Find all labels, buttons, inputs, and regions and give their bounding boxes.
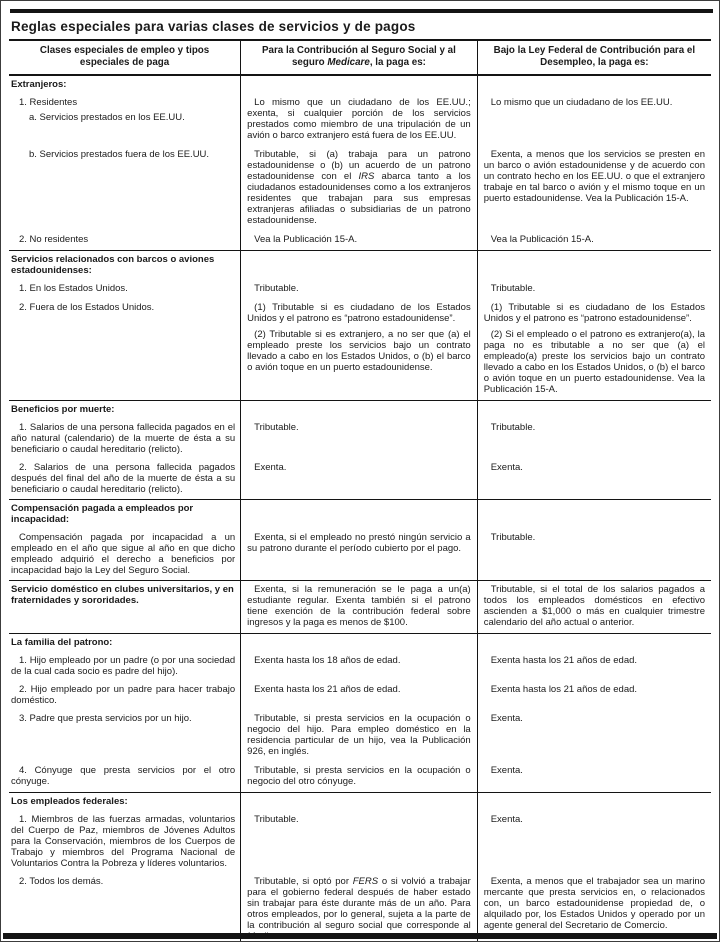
- cell-employment-class: [9, 419, 241, 459]
- cell-ss-medicare-pay: [241, 500, 478, 530]
- table-header: [9, 41, 711, 75]
- cell-employment-class: [9, 529, 241, 581]
- row-label: 3. Padre que presta servicios por un hijo.: [19, 713, 192, 724]
- cell-futa-pay: [477, 710, 711, 762]
- cell-paragraph: (2) Tributable si es extranjero, a no ser que (a) el empleado preste los servicios bajo un contrato llevado a cabo en los Estados Unidos, o (b) el barco o avión toque en un puerto estadounidense.: [247, 329, 471, 373]
- header-row: [9, 41, 711, 75]
- table-row: [9, 94, 711, 146]
- cell-employment-class: [9, 231, 241, 251]
- cell-futa-pay: [477, 634, 711, 653]
- cell-employment-class: [9, 299, 241, 401]
- cell-ss-medicare-pay: [241, 873, 478, 942]
- cell-paragraph: Tributable.: [490, 283, 536, 294]
- table-row: [9, 811, 711, 873]
- cell-futa-pay: [477, 500, 711, 530]
- cell-paragraph: Tributable.: [490, 532, 536, 543]
- cell-ss-medicare-pay: [241, 681, 478, 710]
- cell-futa-pay: [477, 581, 711, 634]
- cell-employment-class: [9, 652, 241, 681]
- table-row: [9, 459, 711, 500]
- cell-paragraph: Exenta hasta los 18 años de edad.: [254, 655, 401, 666]
- cell-paragraph: Tributable.: [254, 814, 299, 825]
- cell-paragraph: Tributable, si optó por FERS o si volvió a trabajar para el gobierno federal después de haber estado sin trabajar para éste durante más de un año. Para otros empleados, por lo general, sujeta a la parte de la contribución al seguro social que corresponde al: [247, 876, 471, 931]
- column-header-employment-class: Clases especiales de empleo y tipos especiales de paga: [9, 41, 241, 75]
- cell-paragraph: Exenta.: [490, 814, 523, 825]
- cell-futa-pay: [477, 811, 711, 873]
- cell-futa-pay: [477, 280, 711, 299]
- cell-employment-class: [9, 75, 241, 94]
- cell-futa-pay: [477, 529, 711, 581]
- cell-employment-class: [9, 811, 241, 873]
- cell-futa-pay: [477, 762, 711, 793]
- cell-employment-class: [9, 873, 241, 942]
- cell-employment-class: [9, 500, 241, 530]
- cell-employment-class: [9, 94, 241, 146]
- cell-employment-class: [9, 459, 241, 500]
- cell-employment-class: [9, 280, 241, 299]
- cell-futa-pay: [477, 94, 711, 146]
- cell-ss-medicare-pay: [241, 419, 478, 459]
- column-header-futa: Bajo la Ley Federal de Contribución para el Desempleo, la paga es:: [477, 41, 711, 75]
- cell-paragraph: Exenta.: [490, 462, 523, 473]
- row-label: b. Servicios prestados fuera de los EE.UU.: [29, 149, 210, 160]
- cell-paragraph: Exenta hasta los 21 años de edad.: [490, 655, 638, 666]
- cell-paragraph: (1) Tributable si es ciudadano de los Estados Unidos y el patrono es “patrono estadounidense”.: [247, 302, 471, 324]
- cell-paragraph: Exenta, a menos que los servicios se presten en un barco o avión estadounidense y de acuerdo con un contrato hecho en los EE.UU. o que el extranjero trabaje en tal barco o avión y el mismo toque en un puerto estadounidense. Vea la Publicación 15-A.: [483, 149, 705, 204]
- section-title: Beneficios por muerte:: [11, 404, 115, 415]
- page-title: Reglas especiales para varias clases de servicios y de pagos: [9, 18, 711, 41]
- cell-employment-class: [9, 401, 241, 420]
- row-label: 2. Salarios de una persona fallecida pagados después del final del año de la muerte de ésta a su beneficiario o caudal hereditario (relicto).: [11, 462, 236, 495]
- cell-employment-class: [9, 710, 241, 762]
- cell-ss-medicare-pay: [241, 299, 478, 401]
- cell-paragraph: Tributable, si el total de los salarios pagados a todos los empleados domésticos en efectivo ascienden a $1,000 o más en cualquier trimestre calendario del año actual o anterior.: [483, 584, 705, 628]
- cell-futa-pay: [477, 459, 711, 500]
- section-title: Los empleados federales:: [11, 796, 128, 807]
- special-rules-table: [9, 41, 711, 942]
- cell-paragraph: (2) Si el empleado o el patrono es extranjero(a), la paga no es tributable a no ser que (a) el empleado(a) preste los servicios bajo un contrato llevado a cabo en los Estados Unidos, o (b) el barco o avión toque en un puerto estadounidense. Vea la Publicación 15-A.: [483, 329, 705, 395]
- bottom-rule-bar: [3, 933, 717, 939]
- section-title: La familia del patrono:: [11, 637, 113, 648]
- section-header-row: [9, 581, 711, 634]
- cell-paragraph: Exenta, a menos que el trabajador sea un marino mercante que presta servicios en, o relacionados con, un barco estadounidense propiedad de, o alquilado por, los Estados Unidos y operado por un agente general del Secretario de Comercio.: [483, 876, 705, 931]
- cell-paragraph: Tributable, si presta servicios en la ocupación o negocio del hijo. Para empleo doméstico en la residencia particular de un hijo, vea la Publicación 926, en inglés.: [247, 713, 471, 757]
- cell-ss-medicare-pay: [241, 529, 478, 581]
- cell-ss-medicare-pay: [241, 75, 478, 94]
- cell-futa-pay: [477, 419, 711, 459]
- row-label: 1. Miembros de las fuerzas armadas, voluntarios del Cuerpo de Paz, miembros de Jóvenes Adultos para la Conservación, miembros de los Cuerpos de Trabajo y miembros del Programa Nacional de Voluntarios Contra la Pobreza y líderes voluntarios.: [11, 814, 236, 869]
- cell-employment-class: [9, 793, 241, 812]
- cell-paragraph: Exenta, si el empleado no prestó ningún servicio a su patrono durante el período cubierto por el pago.: [247, 532, 471, 554]
- cell-employment-class: [9, 762, 241, 793]
- table-row: [9, 529, 711, 581]
- cell-ss-medicare-pay: [241, 811, 478, 873]
- row-label: 1. En los Estados Unidos.: [19, 283, 128, 294]
- row-label: 2. Todos los demás.: [19, 876, 104, 887]
- table-row: [9, 873, 711, 942]
- cell-employment-class: [9, 251, 241, 281]
- cell-ss-medicare-pay: [241, 251, 478, 281]
- section-header-row: [9, 75, 711, 94]
- cell-futa-pay: [477, 146, 711, 231]
- section-title: Extranjeros:: [11, 79, 67, 90]
- cell-employment-class: [9, 681, 241, 710]
- cell-employment-class: [9, 581, 241, 634]
- cell-paragraph: Lo mismo que un ciudadano de los EE.UU.: [490, 97, 673, 108]
- section-header-row: [9, 500, 711, 530]
- cell-employment-class: [9, 634, 241, 653]
- cell-paragraph: (1) Tributable si es ciudadano de los Estados Unidos y el patrono es “patrono estadounidense”.: [483, 302, 705, 324]
- table-row: [9, 710, 711, 762]
- table-row: [9, 280, 711, 299]
- cell-futa-pay: [477, 75, 711, 94]
- column-header-social-security-medicare: Para la Contribución al Seguro Social y al seguro Medicare, la paga es:: [241, 41, 478, 75]
- table-body: [9, 75, 711, 942]
- row-label: a. Servicios prestados en los EE.UU.: [29, 112, 185, 123]
- cell-paragraph: Exenta hasta los 21 años de edad.: [490, 684, 638, 695]
- table-row: [9, 299, 711, 401]
- table-row: [9, 762, 711, 793]
- cell-paragraph: Lo mismo que un ciudadano de los EE.UU.; exenta, si cualquier porción de los servicios prestados como miembro de una tripulación de un avión o barco extranjero está fuera de los EE.UU.: [247, 97, 471, 141]
- section-title: Servicios relacionados con barcos o aviones estadounidenses:: [11, 254, 215, 276]
- cell-futa-pay: [477, 873, 711, 942]
- table-row: [9, 681, 711, 710]
- cell-ss-medicare-pay: [241, 793, 478, 812]
- cell-futa-pay: [477, 793, 711, 812]
- section-header-row: [9, 634, 711, 653]
- cell-ss-medicare-pay: [241, 146, 478, 231]
- cell-futa-pay: [477, 681, 711, 710]
- cell-paragraph: Tributable.: [490, 422, 536, 433]
- cell-futa-pay: [477, 231, 711, 251]
- table-row: [9, 652, 711, 681]
- cell-paragraph: Exenta.: [490, 713, 523, 724]
- section-header-row: [9, 793, 711, 812]
- cell-paragraph: Tributable, si (a) trabaja para un patrono estadounidense o (b) un acuerdo de un patrono estadounidense con el IRS abarca tanto a los ciudadanos estadounidenses como a los extranjeros residentes que trabajan para sus empresas extranjeras afiliadas o subsidiarias de un patrono estadounidense.: [247, 149, 471, 226]
- cell-ss-medicare-pay: [241, 762, 478, 793]
- section-header-row: [9, 251, 711, 281]
- cell-employment-class: [9, 146, 241, 231]
- cell-paragraph: Exenta hasta los 21 años de edad.: [254, 684, 401, 695]
- cell-paragraph: Vea la Publicación 15-A.: [254, 234, 358, 245]
- cell-ss-medicare-pay: [241, 280, 478, 299]
- cell-ss-medicare-pay: [241, 401, 478, 420]
- cell-ss-medicare-pay: [241, 710, 478, 762]
- cell-futa-pay: [477, 401, 711, 420]
- row-label: 2. Hijo empleado por un padre para hacer trabajo doméstico.: [11, 684, 236, 706]
- cell-ss-medicare-pay: [241, 652, 478, 681]
- section-title: Compensación pagada a empleados por incapacidad:: [11, 503, 194, 525]
- cell-paragraph: Tributable.: [254, 283, 299, 294]
- cell-paragraph: Exenta, si la remuneración se le paga a un(a) estudiante regular. Exenta también si el patrono tiene exención de la contribución federal sobre ingresos y la paga es menos de $100.: [247, 584, 471, 628]
- cell-paragraph: Vea la Publicación 15-A.: [490, 234, 594, 245]
- table-row: [9, 419, 711, 459]
- cell-paragraph: Tributable.: [254, 422, 299, 433]
- row-label: 1. Hijo empleado por un padre (o por una sociedad de la cual cada socio es padre del hijo).: [11, 655, 236, 677]
- section-title: Servicio doméstico en clubes universitarios, y en fraternidades y sororidades.: [11, 584, 234, 606]
- cell-ss-medicare-pay: [241, 634, 478, 653]
- top-rule-bar: [10, 9, 713, 13]
- table-row: [9, 146, 711, 231]
- cell-futa-pay: [477, 251, 711, 281]
- cell-paragraph: Tributable, si presta servicios en la ocupación o negocio del otro cónyuge.: [247, 765, 471, 787]
- cell-ss-medicare-pay: [241, 231, 478, 251]
- cell-paragraph: Exenta.: [254, 462, 287, 473]
- row-label: 2. Fuera de los Estados Unidos.: [19, 302, 155, 313]
- row-label: 4. Cónyuge que presta servicios por el otro cónyuge.: [11, 765, 236, 787]
- cell-futa-pay: [477, 299, 711, 401]
- cell-ss-medicare-pay: [241, 94, 478, 146]
- cell-futa-pay: [477, 652, 711, 681]
- row-label: 2. No residentes: [19, 234, 89, 245]
- document-content: [1, 18, 719, 942]
- cell-ss-medicare-pay: [241, 581, 478, 634]
- cell-ss-medicare-pay: [241, 459, 478, 500]
- row-label: 1. Residentes: [19, 97, 78, 108]
- cell-paragraph: Exenta.: [490, 765, 523, 776]
- section-header-row: [9, 401, 711, 420]
- table-row: [9, 231, 711, 251]
- row-label: Compensación pagada por incapacidad a un empleado en el año que sigue al año en que dicho empleado adquirió el derecho a beneficios por incapacidad bajo la Ley del Seguro Social.: [11, 532, 236, 576]
- row-label: 1. Salarios de una persona fallecida pagados en el año natural (calendario) de la muerte de ésta a su beneficiario o caudal hereditario (relicto).: [11, 422, 236, 455]
